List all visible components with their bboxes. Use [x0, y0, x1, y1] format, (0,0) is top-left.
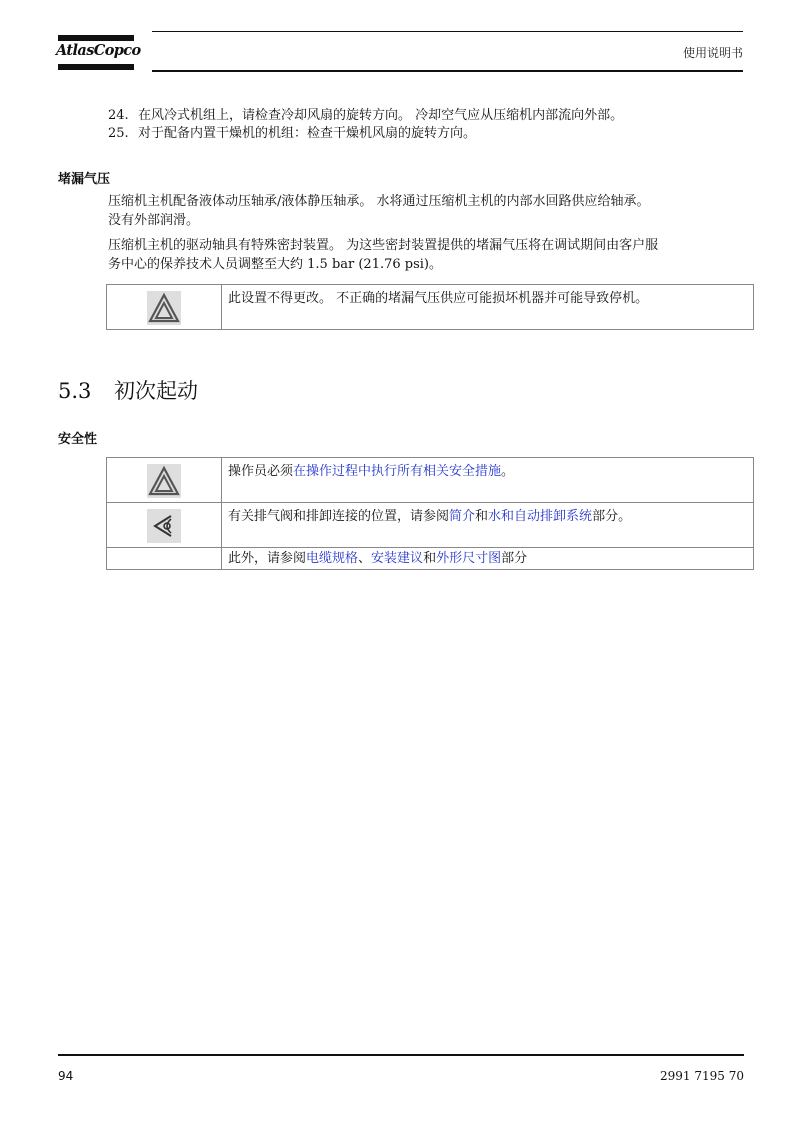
warning-text: 此设置不得更改。 不正确的堵漏气压供应可能损坏机器并可能导致停机。 — [222, 285, 754, 330]
header-rule-top — [152, 31, 743, 32]
paragraph-line: 没有外部润滑。 — [108, 213, 200, 228]
read-icon-cell — [107, 503, 222, 548]
text-span: 部分 — [501, 551, 528, 566]
safety-table — [106, 457, 754, 570]
logo-bar-bottom — [58, 64, 134, 70]
step-number: 25. — [108, 126, 129, 141]
safety-row-2-text — [222, 503, 754, 548]
warning-icon-cell — [107, 285, 222, 330]
read-manual-eye-icon — [147, 509, 181, 543]
table-row — [107, 458, 754, 503]
text-span: 。 — [501, 464, 515, 479]
paragraph-line: 务中心的保养技术人员调整至大约 1.5 bar (21.76 psi)。 — [108, 257, 443, 272]
seal-air-warning-table — [106, 284, 754, 330]
step-text: 对于配备内置干燥机的机组：检查干燥机风扇的旋转方向。 — [138, 126, 477, 141]
document-number: 2991 7195 70 — [660, 1069, 744, 1083]
page-number: 94 — [58, 1069, 74, 1083]
table-row — [107, 503, 754, 548]
company-logo: AtlasCopco — [56, 42, 141, 59]
safety-row-3-text — [222, 548, 754, 570]
safety-heading: 安全性 — [58, 432, 98, 447]
text-span: 、 — [358, 551, 372, 566]
footer-rule — [58, 1054, 744, 1056]
table-row — [107, 548, 754, 570]
list-item — [108, 125, 476, 143]
section-number: 5.3 — [58, 379, 92, 403]
text-span: 有关排气阀和排卸连接的位置，请参阅 — [228, 509, 450, 524]
section-heading — [58, 375, 198, 405]
seal-air-paragraph-1 — [108, 192, 748, 230]
logo-bar-top — [58, 35, 134, 41]
warning-icon-cell — [107, 458, 222, 503]
cable-spec-link[interactable]: 电缆规格 — [306, 551, 359, 566]
header-title: 使用说明书 — [682, 46, 743, 60]
warning-triangle-icon — [147, 291, 181, 325]
safety-row-1-text — [222, 458, 754, 503]
water-drain-system-link[interactable]: 水和自动排卸系统 — [488, 509, 593, 524]
safety-measures-link[interactable]: 在操作过程中执行所有相关安全措施 — [293, 464, 502, 479]
text-span: 和 — [423, 551, 437, 566]
text-span: 此外，请参阅 — [228, 551, 307, 566]
install-proposal-link[interactable]: 安装建议 — [371, 551, 424, 566]
section-title: 初次起动 — [114, 379, 198, 403]
step-text: 在风冷式机组上，请检查冷却风扇的旋转方向。 冷却空气应从压缩机内部流向外部。 — [138, 108, 624, 123]
table-row — [107, 285, 754, 330]
intro-link[interactable]: 简介 — [449, 509, 476, 524]
paragraph-line: 压缩机主机的驱动轴具有特殊密封装置。 为这些密封装置提供的堵漏气压将在调试期间由客户服 — [108, 238, 659, 253]
text-span: 部分。 — [592, 509, 632, 524]
empty-icon-cell — [107, 548, 222, 570]
warning-triangle-icon — [147, 464, 181, 498]
seal-air-paragraph-2 — [108, 236, 748, 274]
dimension-drawing-link[interactable]: 外形尺寸图 — [436, 551, 502, 566]
text-span: 和 — [475, 509, 489, 524]
text-span: 操作员必须 — [228, 464, 294, 479]
seal-air-heading: 堵漏气压 — [58, 172, 111, 187]
list-item — [108, 107, 623, 125]
paragraph-line: 压缩机主机配备液体动压轴承/液体静压轴承。 水将通过压缩机主机的内部水回路供应给轴承。 — [108, 194, 650, 209]
step-number: 24. — [108, 108, 129, 123]
header-rule-bottom — [152, 70, 743, 72]
